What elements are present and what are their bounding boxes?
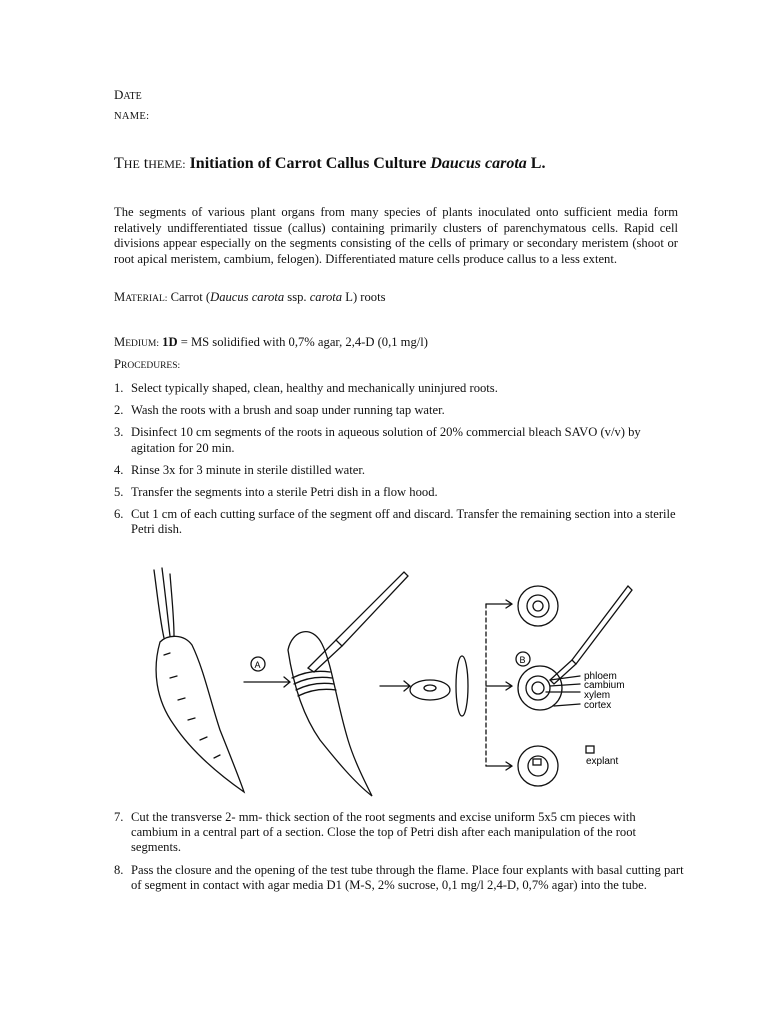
- arrow-icon: [380, 681, 410, 691]
- procedure-step: [114, 463, 684, 478]
- carrot-rings: [164, 653, 220, 758]
- material-species: Daucus carota: [210, 290, 285, 304]
- theme-title: [190, 155, 546, 172]
- medium-text: = MS solidified with 0,7% agar, 2,4-D (0,1 mg/l): [177, 335, 428, 349]
- step-text: Transfer the segments into a sterile Petri dish in a flow hood.: [131, 485, 438, 500]
- procedure-step: [114, 425, 684, 455]
- step-number: 2.: [114, 403, 124, 418]
- procedure-steps-part2: [114, 810, 684, 900]
- step-number: 1.: [114, 381, 124, 395]
- procedure-step: [114, 507, 684, 537]
- step-number: 6.: [114, 507, 124, 522]
- petri-dish-top-icon: [518, 586, 558, 626]
- medium-label: MEDIUM:: [114, 335, 159, 349]
- theme-title-suffix: L.: [526, 155, 546, 172]
- procedure-steps-part1: [114, 381, 684, 545]
- procedures-label-text: PROCEDURES:: [114, 357, 181, 371]
- step-text: Select typically shaped, clean, healthy and mechanically uninjured roots.: [131, 381, 498, 395]
- date-label: [114, 86, 142, 104]
- step-number: 5.: [114, 485, 124, 500]
- step-number: 7.: [114, 810, 124, 824]
- step-number: 3.: [114, 425, 124, 440]
- intro-paragraph: The segments of various plant organs from many species of plants inoculated onto sufficient media form relatively undifferentiated tissue (callus) containing primarily clusters of parenchymatous cells. Rapid cell divisions appear especially on the segments consisting of the cells of primary or secondary meristem (shoot or root apical meristem, cambium, felogen). Differentiated mature cells produce callus to a less extent.: [114, 205, 678, 266]
- section-top: [527, 595, 549, 617]
- step-text: Rinse 3x for 3 minute in sterile distilled water.: [131, 462, 365, 477]
- cut-lines: [292, 671, 336, 696]
- root-section-disc-icon: [410, 680, 450, 700]
- disc-center: [424, 685, 436, 691]
- leader-lines: [546, 676, 580, 706]
- theme-heading: [114, 155, 545, 173]
- step-number: 8.: [114, 862, 124, 877]
- material-text-after: L) roots: [342, 290, 386, 304]
- procedures-label: [114, 357, 180, 372]
- scalpel-blade-icon: [308, 640, 342, 672]
- procedure-step: [114, 810, 684, 856]
- name-label: NAME:: [114, 111, 150, 122]
- carrot-culture-diagram: [140, 560, 660, 805]
- procedure-step: [114, 485, 684, 500]
- section-top-core: [533, 601, 543, 611]
- medium-line: [114, 335, 428, 350]
- step-text: Wash the roots with a brush and soap under running tap water.: [131, 403, 445, 418]
- material-subspecies: carota: [309, 290, 343, 304]
- procedure-step: [114, 381, 684, 396]
- procedure-step: [114, 863, 684, 893]
- carrot-leaf-stem: [162, 568, 170, 636]
- arrow-middle-icon: [486, 682, 512, 690]
- scalpel-handle-icon: [336, 572, 408, 646]
- material-text-before: Carrot (: [167, 290, 211, 304]
- diagram-svg: [140, 560, 660, 805]
- step-number: 4.: [114, 462, 124, 477]
- label-phloem: phloem: [584, 671, 617, 682]
- step-text: Disinfect 10 cm segments of the roots in aqueous solution of 20% commercial bleach SAVO (v/v) by agitation for 20 min.: [131, 425, 641, 455]
- date-text: DATE: [114, 87, 142, 102]
- step-text: Cut the transverse 2- mm- thick section of the root segments and excise uniform 5x5 cm pieces with cambium in a central part of a section. Close the top of Petri dish after each manipulation of the root segments.: [131, 810, 636, 855]
- section-middle: [526, 676, 550, 700]
- carrot-leaf-stem: [170, 574, 174, 636]
- arrow-a-icon: [244, 677, 290, 687]
- step-text: Pass the closure and the opening of the test tube through the flame. Place four explants with basal cutting part of segment in contact with agar media D1 (M-S, 2% sucrose, 0,1 mg/l 2,4-D, 0,7% agar) into the tube.: [131, 862, 684, 892]
- explant-symbol-icon: [586, 746, 594, 753]
- dish-edge-icon: [456, 656, 468, 716]
- label-cambium: cambium: [584, 680, 625, 691]
- label-cortex: cortex: [584, 700, 612, 711]
- arrow-top-icon: [486, 600, 512, 608]
- label-a: A: [254, 660, 261, 670]
- label-b: B: [519, 655, 526, 665]
- material-ssp: ssp.: [284, 290, 310, 304]
- arrow-bottom-icon: [486, 762, 512, 770]
- explant-square: [533, 759, 541, 765]
- whole-carrot-icon: [156, 636, 244, 792]
- material-line: [114, 290, 385, 305]
- petri-dish-middle-icon: [518, 666, 562, 710]
- label-explant: explant: [586, 756, 619, 767]
- theme-title-species: Daucus carota: [430, 155, 527, 172]
- step-text: Cut 1 cm of each cutting surface of the segment off and discard. Transfer the remaining section into a sterile Petri dish.: [131, 507, 676, 537]
- carrot-leaf-stem: [154, 570, 164, 638]
- theme-title-main: Initiation of Carrot Callus Culture: [189, 155, 431, 172]
- procedure-step: [114, 403, 684, 418]
- petri-dish-bottom-icon: [518, 746, 558, 786]
- material-label: MATERIAL:: [114, 290, 168, 304]
- medium-code: 1D: [162, 335, 178, 349]
- theme-label: THE tHEME:: [114, 155, 186, 172]
- scalpel2-handle-icon: [572, 586, 632, 664]
- section-middle-core: [532, 682, 544, 694]
- label-xylem: xylem: [584, 690, 611, 701]
- scalpel2-blade-icon: [550, 660, 576, 684]
